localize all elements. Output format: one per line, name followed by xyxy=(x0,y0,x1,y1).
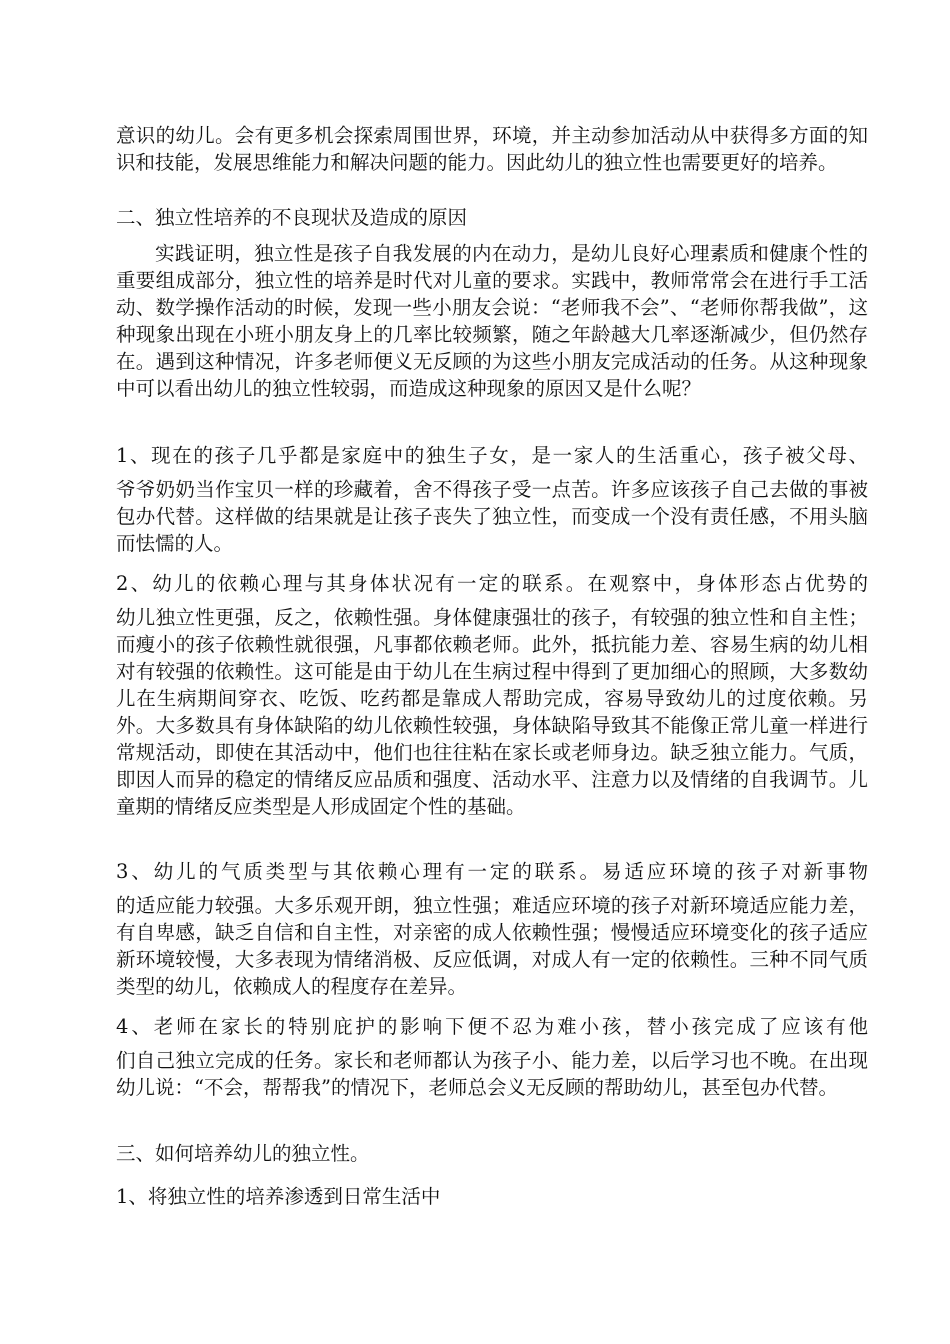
reason-4-paragraph: 们自己独立完成的任务。家长和老师都认为孩子小、能力差，以后学习也不晚。在出现幼儿说：“不会，帮帮我”的情况下，老师总会义无反顾的帮助幼儿，甚至包办代替。 xyxy=(116,1049,868,1099)
reason-2-paragraph: 幼儿独立性更强，反之，依赖性强。身体健康强壮的孩子，有较强的独立性和自主性；而瘦小的孩子依赖性就很强，凡事都依赖老师。此外，抵抗能力差、容易生病的幼儿相对有较强的依赖性。这可能是由于幼儿在生病过程中得到了更加细心的照顾，大多数幼儿在生病期间穿衣、吃饭、吃药都是靠成人帮助完成，容易导致幼儿的过度依赖。另外。大多数具有身体缺陷的幼儿依赖性较强，身体缺陷导致其不能像正常儿童一样进行常规活动，即使在其活动中，他们也往往粘在家长或老师身边。缺乏独立能力。气质，即因人而异的稳定的情绪反应品质和强度、活动水平、注意力以及情绪的自我调节。儿童期的情绪反应类型是人形成固定个性的基础。 xyxy=(116,606,868,818)
reason-4-first-line: 4、老师在家长的特别庇护的影响下便不忍为难小孩，替小孩完成了应该有他 xyxy=(116,1015,868,1038)
section-3-heading: 三、如何培养幼儿的独立性。 xyxy=(116,1142,370,1165)
intro-paragraph: 意识的幼儿。会有更多机会探索周围世界，环境，并主动参加活动从中获得多方面的知识和技能，发展思维能力和解决问题的能力。因此幼儿的独立性也需要更好的培养。 xyxy=(116,124,868,174)
subsection-3-1-heading: 1、将独立性的培养渗透到日常生活中 xyxy=(116,1185,441,1208)
reason-1-first-line: 1、现在的孩子几乎都是家庭中的独生子女，是一家人的生活重心，孩子被父母、 xyxy=(116,444,868,467)
reason-3-first-line: 3、幼儿的气质类型与其依赖心理有一定的联系。易适应环境的孩子对新事物 xyxy=(116,860,868,883)
practice-paragraph: 实践证明，独立性是孩子自我发展的内在动力，是幼儿良好心理素质和健康个性的重要组成部分，独立性的培养是时代对儿童的要求。实践中，教师常常会在进行手工活动、数学操作活动的时候，发现一些小朋友会说：“老师我不会”、“老师你帮我做”，这种现象出现在小班小朋友身上的几率比较频繁，随之年龄越大几率逐渐减少，但仍然存在。遇到这种情况，许多老师便义无反顾的为这些小朋友完成活动的任务。从这种现象中可以看出幼儿的独立性较弱，而造成这种现象的原因又是什么呢？ xyxy=(116,242,868,400)
section-2-heading: 二、独立性培养的不良现状及造成的原因 xyxy=(116,206,468,229)
reason-3-paragraph: 的适应能力较强。大多乐观开朗，独立性强；难适应环境的孩子对新环境适应能力差，有自卑感，缺乏自信和自主性，对亲密的成人依赖性强；慢慢适应环境变化的孩子适应新环境较慢，大多表现为情绪消极、反应低调，对成人有一定的依赖性。三种不同气质类型的幼儿，依赖成人的程度存在差异。 xyxy=(116,894,868,998)
reason-1-paragraph: 爷爷奶奶当作宝贝一样的珍藏着，舍不得孩子受一点苦。许多应该孩子自己去做的事被包办代替。这样做的结果就是让孩子丧失了独立性，而变成一个没有责任感，不用头脑而怯懦的人。 xyxy=(116,478,868,555)
reason-2-first-line: 2、幼儿的依赖心理与其身体状况有一定的联系。在观察中，身体形态占优势的 xyxy=(116,572,868,595)
